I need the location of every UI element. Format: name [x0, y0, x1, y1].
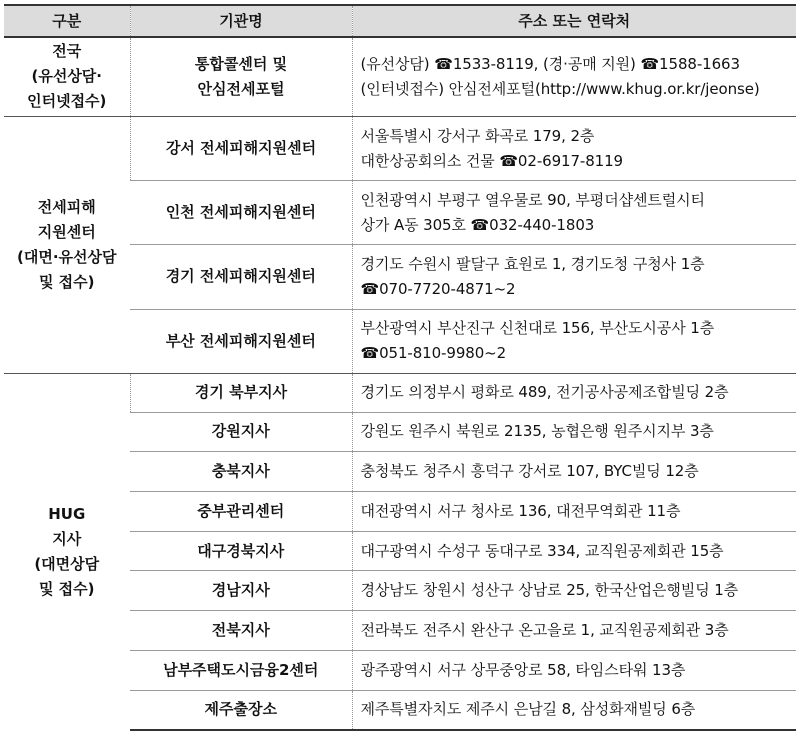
- address-cell: 강원도 원주시 북원로 2135, 농협은행 원주시지부 3층: [352, 412, 796, 452]
- address-line: 부산광역시 부산진구 신천대로 156, 부산도시공사 1층: [360, 319, 715, 338]
- category-line: (대면상담: [34, 554, 100, 573]
- address-cell: 대전광역시 서구 청사로 136, 대전무역회관 11층: [352, 491, 796, 531]
- header-address-contact: 주소 또는 연락처: [352, 5, 796, 37]
- category-line: 전세피해: [37, 197, 96, 216]
- org-cell: 경기 전세피해지원센터: [130, 245, 352, 309]
- org-cell: 제주출장소: [130, 690, 352, 730]
- org-cell: 중부관리센터: [130, 491, 352, 531]
- org-cell: 남부주택도시금융2센터: [130, 650, 352, 690]
- org-cell: 경기 북부지사: [130, 373, 352, 412]
- header-category: 구분: [4, 5, 130, 37]
- category-cell-hug-branch: [4, 373, 130, 730]
- address-line: ☎070-7720-4871~2: [360, 279, 516, 298]
- address-cell: 제주특별자치도 제주시 은남길 8, 삼성화재빌딩 6층: [352, 690, 796, 730]
- org-cell: 강서 전세피해지원센터: [130, 116, 352, 180]
- org-cell: 부산 전세피해지원센터: [130, 309, 352, 373]
- address-cell: [352, 245, 796, 309]
- header-organization: 기관명: [130, 5, 352, 37]
- address-line: (인터넷접수) 안심전세포털(http://www.khug.or.kr/jeonse): [360, 79, 760, 98]
- address-cell: [352, 309, 796, 373]
- address-cell: 경기도 의정부시 평화로 489, 전기공사공제조합빌딩 2층: [352, 373, 796, 412]
- table-row: [4, 116, 796, 180]
- org-cell: [130, 37, 352, 116]
- category-line: 인터넷접수): [27, 92, 107, 111]
- category-line: 전국: [52, 42, 82, 61]
- category-cell-national: [4, 37, 130, 116]
- address-cell: 경상남도 창원시 성산구 상남로 25, 한국산업은행빌딩 1층: [352, 571, 796, 611]
- category-line: 지사: [52, 529, 82, 548]
- table-row: [4, 373, 796, 412]
- category-line: 및 접수): [38, 272, 95, 291]
- contact-table: [4, 4, 796, 731]
- address-cell: 대구광역시 수성구 동대구로 334, 교직원공제회관 15층: [352, 531, 796, 571]
- address-line: (유선상담) ☎1533-8119, (경·공매 지원) ☎1588-1663: [360, 54, 740, 73]
- address-line: 대한상공회의소 건물 ☎02-6917-8119: [360, 151, 623, 170]
- category-cell-damage-support: [4, 116, 130, 373]
- address-cell: 충청북도 청주시 흥덕구 강서로 107, BYC빌딩 12층: [352, 452, 796, 492]
- address-line: ☎051-810-9980~2: [360, 344, 507, 363]
- address-line: 경기도 수원시 팔달구 효원로 1, 경기도청 구청사 1층: [360, 254, 705, 273]
- address-cell: [352, 181, 796, 245]
- header-row: [4, 5, 796, 37]
- org-name-line: 통합콜센터 및: [194, 54, 288, 73]
- category-line: (대면·유선상담: [17, 247, 117, 266]
- address-cell: 광주광역시 서구 상무중앙로 58, 타임스타워 13층: [352, 650, 796, 690]
- org-cell: 인천 전세피해지원센터: [130, 181, 352, 245]
- category-line: HUG: [48, 504, 86, 523]
- table-row: [4, 37, 796, 116]
- address-cell: [352, 116, 796, 180]
- address-line: 인천광역시 부평구 열우물로 90, 부평더샵센트럴시티: [360, 190, 705, 209]
- address-cell: 전라북도 전주시 완산구 온고을로 1, 교직원공제회관 3층: [352, 611, 796, 651]
- category-line: 지원센터: [37, 222, 96, 241]
- org-cell: 전북지사: [130, 611, 352, 651]
- org-cell: 강원지사: [130, 412, 352, 452]
- org-cell: 대구경북지사: [130, 531, 352, 571]
- address-line: 서울특별시 강서구 화곡로 179, 2층: [360, 126, 595, 145]
- category-line: (유선상담·: [31, 67, 102, 86]
- address-cell: [352, 37, 796, 116]
- category-line: 및 접수): [38, 579, 95, 598]
- org-cell: 경남지사: [130, 571, 352, 611]
- address-line: 상가 A동 305호 ☎032-440-1803: [360, 215, 595, 234]
- org-name-line: 안심전세포털: [197, 79, 285, 98]
- org-cell: 충북지사: [130, 452, 352, 492]
